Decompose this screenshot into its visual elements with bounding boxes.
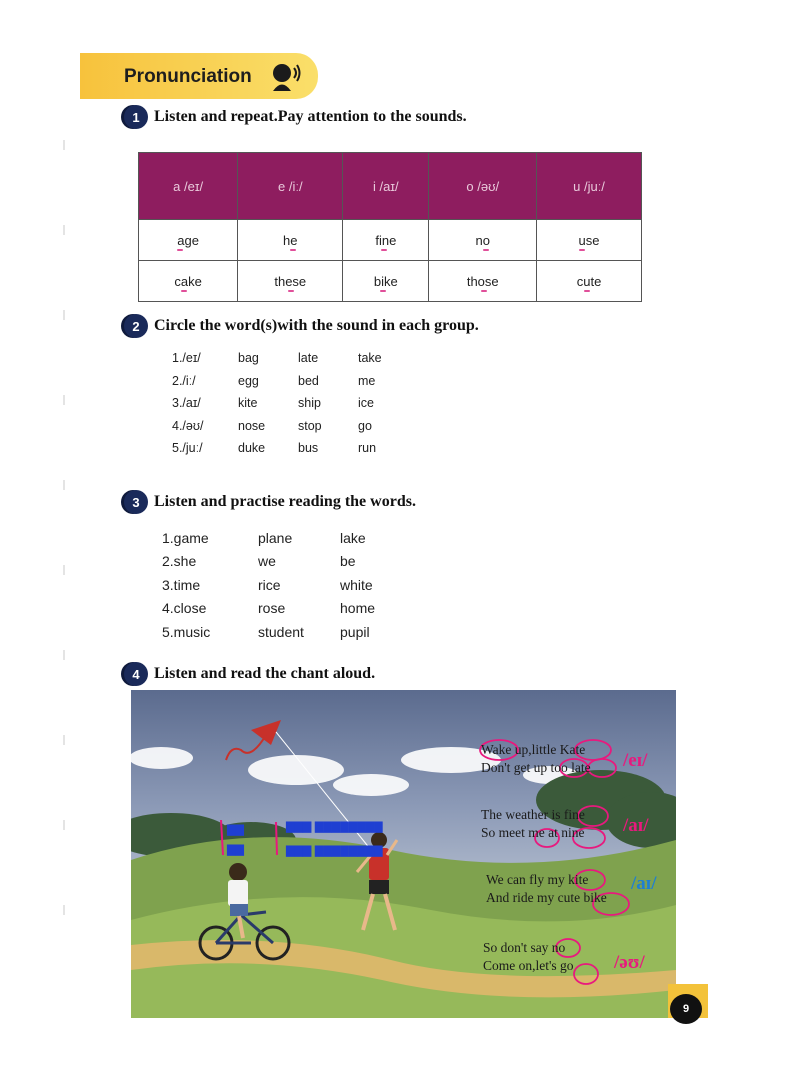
vowel-underline	[481, 290, 487, 292]
example-word: use	[579, 233, 600, 248]
chant-line: The weather is fine	[481, 807, 585, 822]
chant-line: Don't get up too late	[481, 760, 591, 775]
sound-label: 4./əʊ/	[172, 418, 204, 433]
svg-text:▇▇: ▇▇	[227, 843, 244, 856]
section-1-title	[124, 105, 467, 129]
section-2-heading: Circle the word(s)with the sound in each group.	[154, 317, 479, 334]
handwritten-sound-note: /eɪ/	[623, 750, 648, 771]
table-cell	[238, 220, 343, 261]
section-number-badge: 4	[124, 662, 148, 686]
table-cell	[537, 220, 642, 261]
example-word: those	[467, 274, 499, 289]
chant-line: And ride my cute bike	[486, 890, 607, 905]
sound-label: 3./aɪ/	[172, 396, 201, 411]
practise-word-list	[162, 526, 375, 644]
table-row	[139, 261, 642, 302]
section-4-title	[124, 662, 375, 686]
chant-stanza-3	[486, 872, 607, 908]
table-cell	[343, 220, 429, 261]
example-word: no	[476, 233, 490, 248]
chant-stanza-1	[481, 742, 591, 778]
option-word[interactable]: me	[358, 373, 376, 388]
chant-line: So meet me at nine	[481, 825, 585, 840]
table-header-cell: i /aɪ/	[343, 153, 429, 220]
list-item	[162, 550, 375, 574]
vowel-underline	[584, 290, 590, 292]
landscape-scene	[131, 690, 676, 1018]
practise-word: student	[258, 623, 304, 640]
option-word[interactable]: egg	[238, 373, 259, 388]
chant-line: Come on,let's go	[483, 958, 574, 973]
table-header-cell: e /iː/	[238, 153, 343, 220]
handwritten-sound-note: /aɪ/	[623, 815, 649, 836]
vowel-underline	[579, 249, 585, 251]
vowel-underline	[288, 290, 294, 292]
listening-head-icon	[268, 60, 302, 92]
section-number-badge: 1	[124, 105, 148, 129]
option-word[interactable]: ship	[298, 396, 321, 411]
handwritten-sound-note: /aɪ/	[631, 873, 657, 894]
option-word[interactable]: late	[298, 351, 319, 366]
list-item	[162, 573, 375, 597]
option-word[interactable]: ice	[358, 396, 374, 411]
option-word[interactable]: run	[358, 441, 377, 456]
practise-word: pupil	[340, 623, 370, 640]
list-item	[172, 437, 382, 460]
option-word[interactable]: go	[358, 418, 372, 433]
example-word: bike	[374, 274, 398, 289]
example-word: age	[177, 233, 199, 248]
table-cell	[139, 261, 238, 302]
page-number: 9	[670, 994, 702, 1024]
vowel-underline	[290, 249, 296, 251]
practise-word: 3.time	[162, 576, 201, 593]
practise-word: be	[340, 553, 356, 570]
practise-word: rice	[258, 576, 281, 593]
pronunciation-banner	[80, 53, 318, 99]
chant-line: Wake up,little Kate	[481, 742, 586, 757]
option-word[interactable]: take	[358, 351, 382, 366]
table-header-cell: a /eɪ/	[139, 153, 238, 220]
margin-ticks	[63, 0, 65, 1069]
example-word: cute	[577, 274, 602, 289]
circle-word-groups	[172, 347, 382, 460]
chant-stanza-4	[483, 940, 574, 976]
chant-line: We can fly my kite	[486, 872, 589, 887]
section-number-badge: 2	[124, 314, 148, 338]
handwritten-sound-note: /əʊ/	[614, 952, 645, 973]
table-cell	[238, 261, 343, 302]
example-word: cake	[174, 274, 201, 289]
practise-word: lake	[340, 529, 366, 546]
practise-word: home	[340, 600, 376, 617]
table-header-row	[139, 153, 642, 220]
option-word[interactable]: bus	[298, 441, 319, 456]
section-4-heading: Listen and read the chant aloud.	[154, 665, 376, 682]
list-item	[172, 392, 382, 415]
list-item	[162, 597, 375, 621]
sound-table	[138, 152, 642, 302]
section-3-heading: Listen and practise reading the words.	[154, 493, 416, 510]
option-word[interactable]: stop	[298, 418, 322, 433]
practise-word: 4.close	[162, 600, 207, 617]
table-header-cell: u /juː/	[537, 153, 642, 220]
svg-text:▇▇▇ ▇▇▇▇▇▇▇▇: ▇▇▇ ▇▇▇▇▇▇▇▇	[286, 820, 383, 833]
vowel-underline	[177, 249, 183, 251]
list-item	[172, 415, 382, 438]
vowel-underline	[181, 290, 187, 292]
list-item	[162, 620, 375, 644]
table-cell	[537, 261, 642, 302]
list-item	[162, 526, 375, 550]
table-cell	[139, 220, 238, 261]
vowel-underline	[380, 290, 386, 292]
example-word: these	[274, 274, 306, 289]
option-word[interactable]: duke	[238, 441, 266, 456]
practise-word: 5.music	[162, 623, 211, 640]
practise-word: 1.game	[162, 529, 209, 546]
page-title: Pronunciation	[124, 66, 252, 87]
chant-stanza-2	[481, 807, 585, 843]
option-word[interactable]: bed	[298, 373, 319, 388]
sound-label: 2./iː/	[172, 373, 196, 388]
chant-line: So don't say no	[483, 940, 566, 955]
option-word[interactable]: bag	[238, 351, 259, 366]
practise-word: white	[340, 576, 373, 593]
section-3-title	[124, 490, 416, 514]
vowel-underline	[483, 249, 489, 251]
table-cell	[429, 220, 537, 261]
svg-text:▇▇▇ ▇▇▇▇▇▇▇▇: ▇▇▇ ▇▇▇▇▇▇▇▇	[286, 844, 383, 857]
svg-text:▇▇: ▇▇	[227, 823, 244, 836]
practise-word: 2.she	[162, 553, 197, 570]
table-cell	[429, 261, 537, 302]
table-cell	[343, 261, 429, 302]
section-number-badge: 3	[124, 490, 148, 514]
section-2-title	[124, 314, 479, 338]
vowel-underline	[381, 249, 387, 251]
example-word: he	[283, 233, 297, 248]
section-1-heading: Listen and repeat.Pay attention to the sounds.	[154, 108, 467, 125]
practise-word: plane	[258, 529, 293, 546]
list-item	[172, 347, 382, 370]
sound-label: 1./eɪ/	[172, 351, 201, 366]
practise-word: rose	[258, 600, 286, 617]
option-word[interactable]: nose	[238, 418, 266, 433]
chant-illustration	[131, 690, 676, 1018]
table-row	[139, 220, 642, 261]
sound-label: 5./juː/	[172, 441, 203, 456]
example-word: fine	[375, 233, 396, 248]
practise-word: we	[258, 553, 276, 570]
option-word[interactable]: kite	[238, 396, 258, 411]
table-header-cell: o /əʊ/	[429, 153, 537, 220]
list-item	[172, 370, 382, 393]
